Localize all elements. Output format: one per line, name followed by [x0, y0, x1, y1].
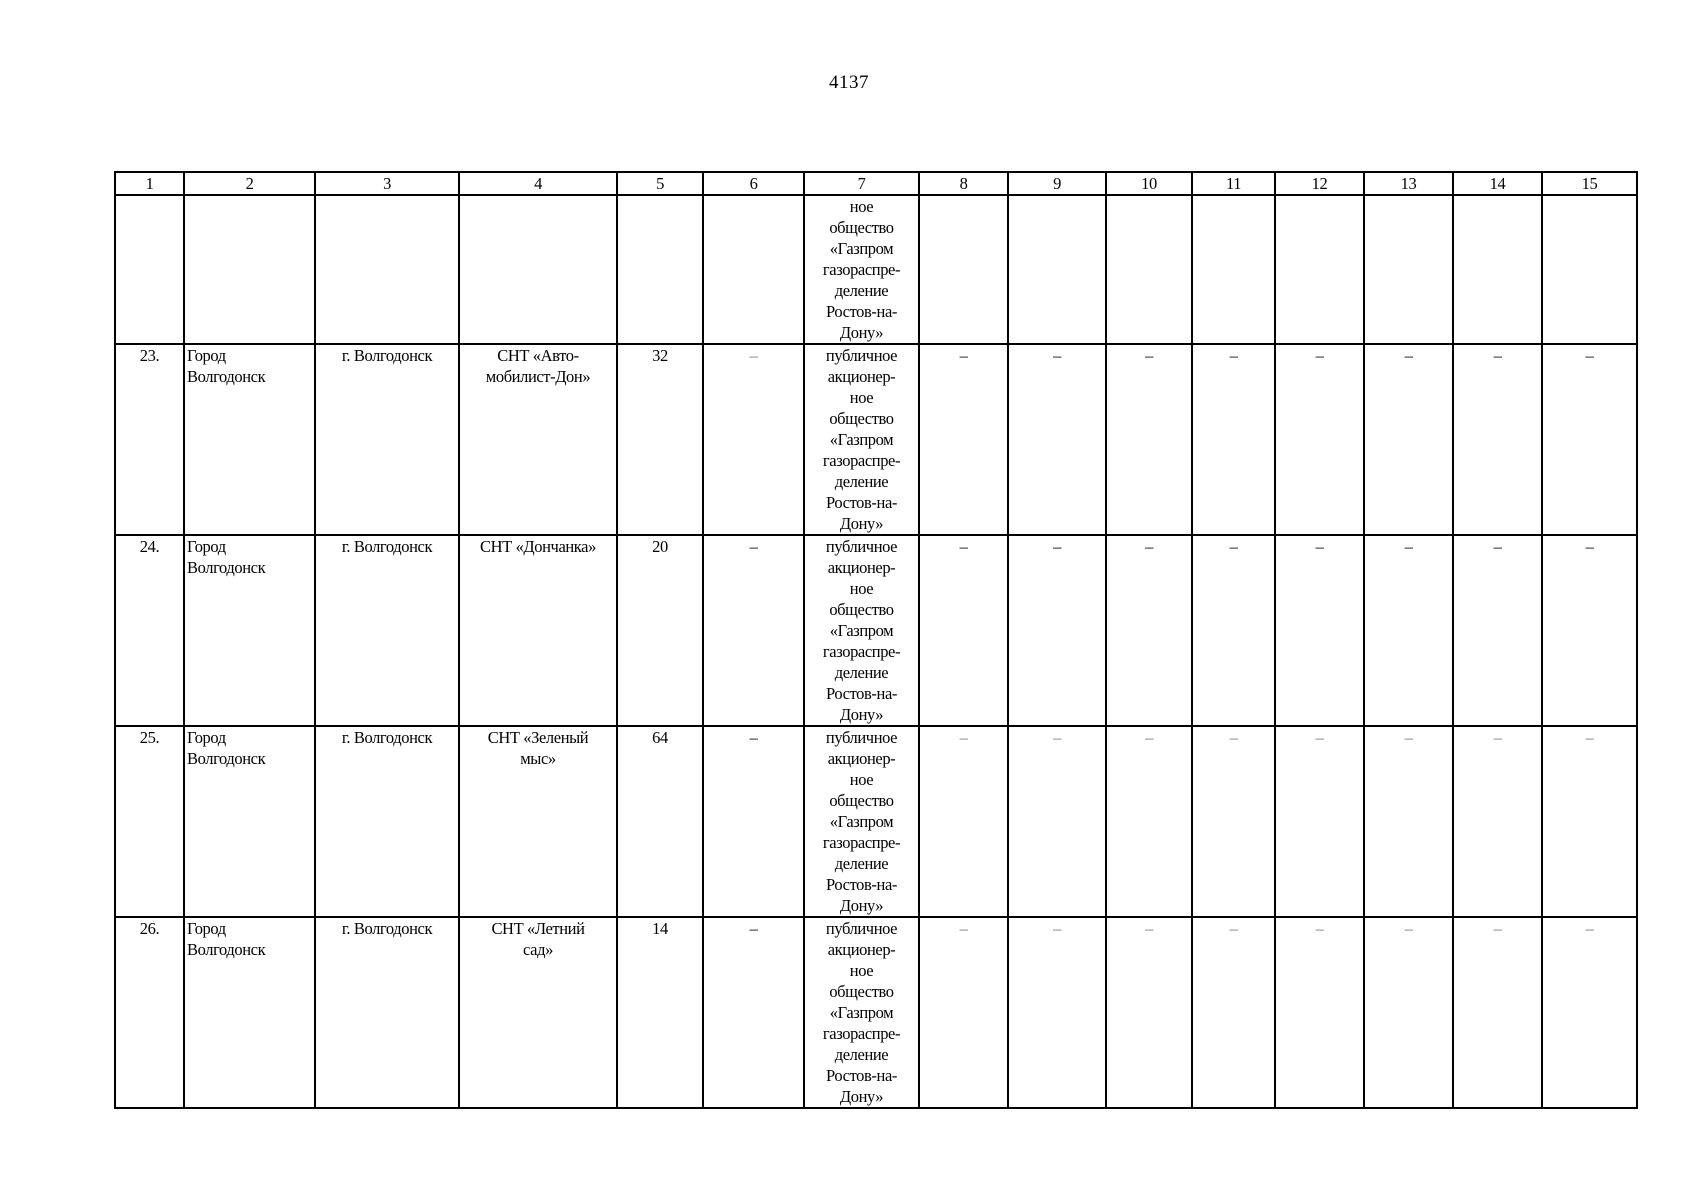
page-number: 4137: [829, 72, 869, 93]
text-line: Ростов-на-: [826, 1066, 897, 1085]
table-cell: [1008, 195, 1106, 344]
table-cell: [919, 195, 1008, 344]
text-line: Ростов-на-: [826, 875, 897, 894]
text-line: газораспре-: [822, 833, 901, 852]
dash-cell: –: [1008, 917, 1106, 1108]
dash-cell: –: [1542, 726, 1637, 917]
table-row: [115, 917, 1637, 1108]
column-header: 6: [703, 172, 804, 195]
text-line: СНТ «Зеленый: [487, 728, 589, 747]
column-header: 5: [617, 172, 703, 195]
table-cell: [315, 195, 459, 344]
text-line: общество: [829, 218, 894, 237]
dash-cell: –: [1275, 726, 1364, 917]
column-header: 3: [315, 172, 459, 195]
text-line: деление: [834, 472, 889, 491]
continuation-row: [115, 195, 1637, 344]
dash-cell: –: [1275, 917, 1364, 1108]
text-line: Волгодонск: [187, 749, 266, 768]
table-row: [115, 726, 1637, 917]
dash-cell: –: [1453, 344, 1542, 535]
column-header: 10: [1106, 172, 1192, 195]
text-line: Дону»: [839, 323, 884, 342]
text-line: Город: [187, 919, 226, 938]
text-line: акционер-: [827, 367, 896, 386]
object-cell: [459, 344, 617, 535]
table-cell: [1542, 195, 1637, 344]
settlement-cell: г. Волгодонск: [315, 535, 459, 726]
dash-cell: –: [1364, 726, 1453, 917]
text-line: СНТ «Авто-: [497, 346, 579, 365]
dash-cell: –: [1192, 726, 1275, 917]
text-line: Город: [187, 537, 226, 556]
row-number: 25.: [115, 726, 184, 917]
column-number-row: [115, 172, 1637, 195]
table-cell: [1453, 195, 1542, 344]
column-header: 12: [1275, 172, 1364, 195]
data-table: [114, 171, 1638, 1109]
text-line: общество: [829, 982, 894, 1001]
text-line: Ростов-на-: [826, 302, 897, 321]
text-line: акционер-: [827, 940, 896, 959]
count-cell: 20: [617, 535, 703, 726]
table-cell: [1275, 195, 1364, 344]
dash-cell: –: [1542, 917, 1637, 1108]
text-line: акционер-: [827, 558, 896, 577]
dash-cell: –: [703, 726, 804, 917]
text-line: общество: [829, 409, 894, 428]
row-number: 24.: [115, 535, 184, 726]
text-line: СНТ «Летний: [491, 919, 585, 938]
dash-cell: –: [1106, 344, 1192, 535]
text-line: Ростов-на-: [826, 493, 897, 512]
district-cell: [184, 535, 315, 726]
dash-cell: –: [1192, 917, 1275, 1108]
dash-cell: –: [1364, 344, 1453, 535]
org-cell: [804, 917, 919, 1108]
text-line: Волгодонск: [187, 940, 266, 959]
text-line: «Газпром: [829, 430, 894, 449]
column-header: 2: [184, 172, 315, 195]
column-header: 14: [1453, 172, 1542, 195]
text-line: мыс»: [520, 749, 556, 768]
text-line: газораспре-: [822, 1024, 901, 1043]
object-cell: [459, 917, 617, 1108]
text-line: общество: [829, 791, 894, 810]
dash-cell: –: [1364, 917, 1453, 1108]
dash-cell: –: [1275, 344, 1364, 535]
text-line: публичное: [825, 728, 898, 747]
text-line: «Газпром: [829, 1003, 894, 1022]
text-line: «Газпром: [829, 239, 894, 258]
text-line: «Газпром: [829, 621, 894, 640]
dash-cell: –: [1008, 535, 1106, 726]
table-cell: [115, 195, 184, 344]
dash-cell: –: [1008, 344, 1106, 535]
text-line: ное: [849, 388, 874, 407]
column-header: 13: [1364, 172, 1453, 195]
text-line: ное: [849, 197, 874, 216]
text-line: СНТ «Дончанка»: [480, 537, 596, 556]
text-line: публичное: [825, 919, 898, 938]
column-header: 4: [459, 172, 617, 195]
text-line: ное: [849, 961, 874, 980]
count-cell: 14: [617, 917, 703, 1108]
text-line: деление: [834, 854, 889, 873]
table-cell: [1106, 195, 1192, 344]
column-header: 1: [115, 172, 184, 195]
dash-cell: –: [703, 344, 804, 535]
settlement-cell: г. Волгодонск: [315, 344, 459, 535]
dash-cell: –: [1106, 726, 1192, 917]
table-cell: [1364, 195, 1453, 344]
dash-cell: –: [1275, 535, 1364, 726]
text-line: ное: [849, 770, 874, 789]
object-cell: [459, 726, 617, 917]
text-line: мобилист-Дон»: [485, 367, 591, 386]
dash-cell: –: [1453, 917, 1542, 1108]
dash-cell: –: [1453, 726, 1542, 917]
org-cell: [804, 535, 919, 726]
text-line: Город: [187, 346, 226, 365]
text-line: газораспре-: [822, 451, 901, 470]
column-header: 8: [919, 172, 1008, 195]
text-line: ное: [849, 579, 874, 598]
text-line: деление: [834, 663, 889, 682]
org-cell: [804, 344, 919, 535]
dash-cell: –: [1106, 535, 1192, 726]
text-line: Ростов-на-: [826, 684, 897, 703]
district-cell: [184, 344, 315, 535]
dash-cell: –: [1542, 344, 1637, 535]
dash-cell: –: [919, 535, 1008, 726]
settlement-cell: г. Волгодонск: [315, 917, 459, 1108]
text-line: Дону»: [839, 705, 884, 724]
org-cell: [804, 195, 919, 344]
text-line: газораспре-: [822, 260, 901, 279]
column-header: 7: [804, 172, 919, 195]
table-cell: [703, 195, 804, 344]
settlement-cell: г. Волгодонск: [315, 726, 459, 917]
table-cell: [1192, 195, 1275, 344]
dash-cell: –: [919, 726, 1008, 917]
dash-cell: –: [1008, 726, 1106, 917]
dash-cell: –: [1192, 344, 1275, 535]
text-line: сад»: [523, 940, 553, 959]
district-cell: [184, 726, 315, 917]
text-line: Город: [187, 728, 226, 747]
text-line: общество: [829, 600, 894, 619]
table-cell: [184, 195, 315, 344]
text-line: Волгодонск: [187, 558, 266, 577]
column-header: 9: [1008, 172, 1106, 195]
dash-cell: –: [919, 917, 1008, 1108]
dash-cell: –: [1364, 535, 1453, 726]
district-cell: [184, 917, 315, 1108]
text-line: Волгодонск: [187, 367, 266, 386]
dash-cell: –: [1106, 917, 1192, 1108]
text-line: «Газпром: [829, 812, 894, 831]
org-cell: [804, 726, 919, 917]
count-cell: 32: [617, 344, 703, 535]
text-line: публичное: [825, 346, 898, 365]
table-row: [115, 535, 1637, 726]
dash-cell: –: [1542, 535, 1637, 726]
object-cell: [459, 535, 617, 726]
text-line: Дону»: [839, 514, 884, 533]
table-cell: [617, 195, 703, 344]
dash-cell: –: [1192, 535, 1275, 726]
table-cell: [459, 195, 617, 344]
table-row: [115, 344, 1637, 535]
dash-cell: –: [703, 535, 804, 726]
column-header: 11: [1192, 172, 1275, 195]
text-line: акционер-: [827, 749, 896, 768]
text-line: деление: [834, 1045, 889, 1064]
text-line: газораспре-: [822, 642, 901, 661]
count-cell: 64: [617, 726, 703, 917]
text-line: публичное: [825, 537, 898, 556]
row-number: 26.: [115, 917, 184, 1108]
text-line: Дону»: [839, 896, 884, 915]
text-line: Дону»: [839, 1087, 884, 1106]
dash-cell: –: [919, 344, 1008, 535]
dash-cell: –: [1453, 535, 1542, 726]
column-header: 15: [1542, 172, 1637, 195]
dash-cell: –: [703, 917, 804, 1108]
row-number: 23.: [115, 344, 184, 535]
text-line: деление: [834, 281, 889, 300]
